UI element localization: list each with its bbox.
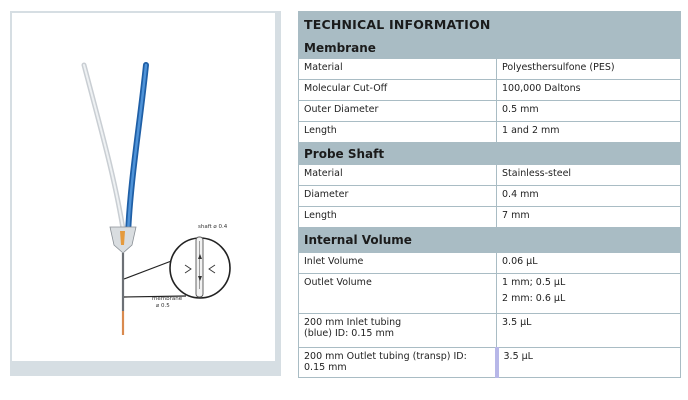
row-value bbox=[497, 274, 681, 314]
table-row bbox=[299, 101, 681, 122]
table-row bbox=[299, 314, 681, 348]
outlet-value-1mm: 1 mm; 0.5 µL bbox=[502, 277, 566, 288]
probe-illustration bbox=[12, 13, 275, 361]
row-label: Length bbox=[299, 122, 497, 143]
table-row bbox=[299, 186, 681, 207]
table-title: TECHNICAL INFORMATION bbox=[299, 12, 681, 37]
row-label: Molecular Cut-Off bbox=[299, 80, 497, 101]
shaft-label: shaft ⌀ 0.4 bbox=[198, 224, 228, 230]
technical-info-table bbox=[298, 11, 681, 378]
table-row bbox=[299, 348, 681, 378]
table-row bbox=[299, 122, 681, 143]
section-shaft-heading: Probe Shaft bbox=[299, 143, 681, 165]
row-value: 0.4 mm bbox=[497, 186, 681, 207]
row-label: Inlet Volume bbox=[299, 253, 497, 274]
row-value: 3.5 µL bbox=[497, 314, 681, 348]
row-value: 1 and 2 mm bbox=[497, 122, 681, 143]
row-label: 200 mm Outlet tubing (transp) ID: 0.15 mm bbox=[299, 348, 497, 378]
table-row bbox=[299, 165, 681, 186]
membrane-dim-label: ⌀ 0.5 bbox=[156, 303, 170, 309]
row-label: Material bbox=[299, 59, 497, 80]
row-value: 7 mm bbox=[497, 207, 681, 228]
row-value: Polyesthersulfone (PES) bbox=[497, 59, 681, 80]
table-row bbox=[299, 59, 681, 80]
section-membrane-heading: Membrane bbox=[299, 37, 681, 59]
row-label: Outlet Volume bbox=[299, 274, 497, 314]
row-value: Stainless-steel bbox=[497, 165, 681, 186]
row-label: Length bbox=[299, 207, 497, 228]
probe-image-panel bbox=[10, 11, 281, 376]
outlet-value-2mm: 2 mm: 0.6 µL bbox=[502, 293, 566, 304]
row-value: 0.5 mm bbox=[497, 101, 681, 122]
row-value: 0.06 µL bbox=[497, 253, 681, 274]
row-label: 200 mm Inlet tubing (blue) ID: 0.15 mm bbox=[299, 314, 497, 348]
row-value: 100,000 Daltons bbox=[497, 80, 681, 101]
section-volume-heading: Internal Volume bbox=[299, 228, 681, 253]
row-value: 3.5 µL bbox=[497, 348, 681, 378]
probe-image bbox=[12, 13, 275, 361]
row-label: Outer Diameter bbox=[299, 101, 497, 122]
row-label: Diameter bbox=[299, 186, 497, 207]
row-label: Material bbox=[299, 165, 497, 186]
table-row bbox=[299, 207, 681, 228]
table-row bbox=[299, 253, 681, 274]
membrane-label: membrane bbox=[152, 296, 183, 302]
table-row bbox=[299, 80, 681, 101]
table-row bbox=[299, 274, 681, 314]
